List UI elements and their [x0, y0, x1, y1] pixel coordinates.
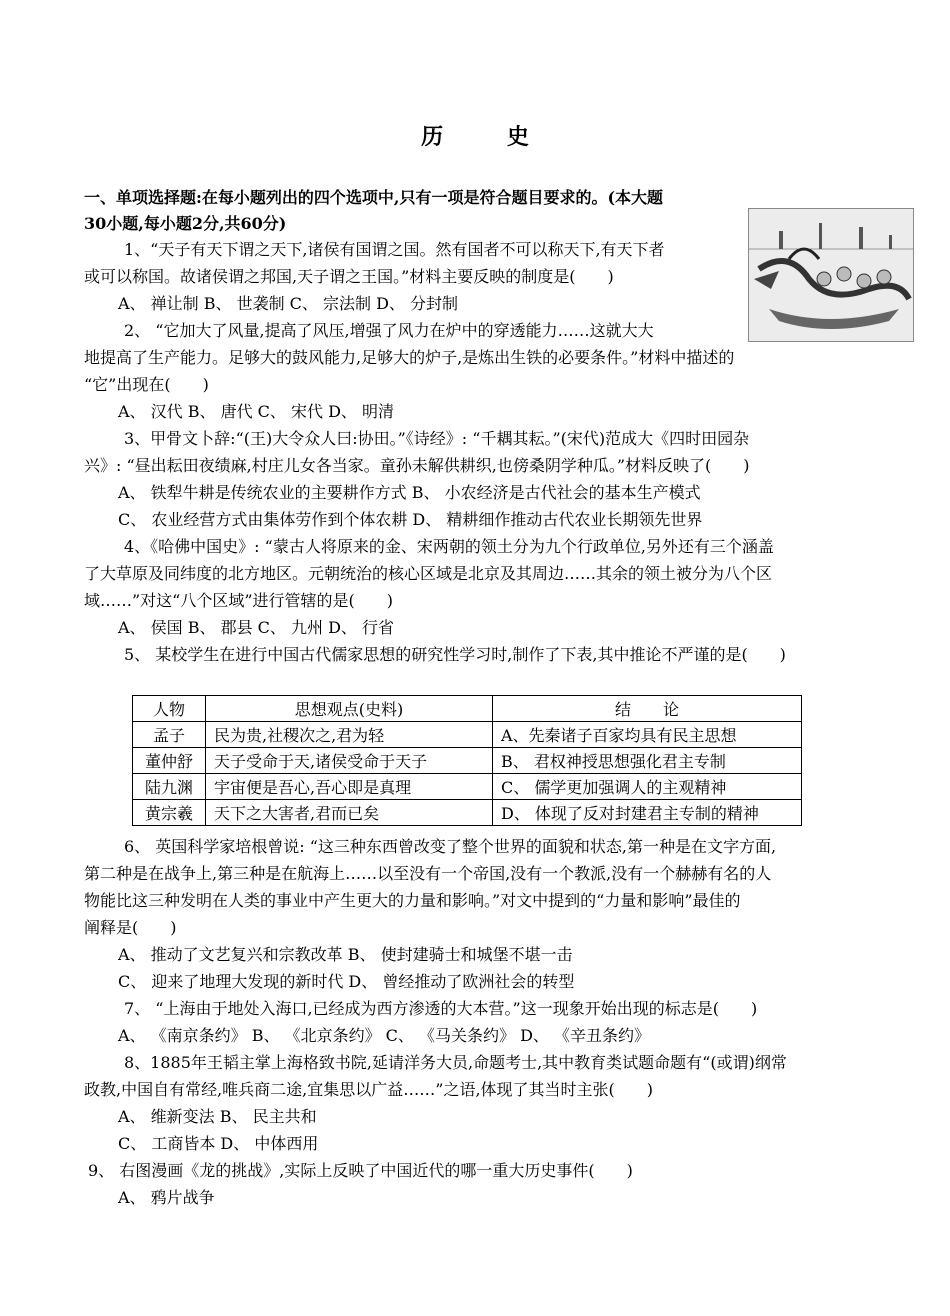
- page-title: 历 史: [421, 124, 557, 150]
- q2-line-2: 地提高了生产能力。足够大的鼓风能力,足够大的炉子,是炼出生铁的必要条件。”材料中描述的: [84, 348, 735, 367]
- table-cell: 宇宙便是吾心,吾心即是真理: [206, 774, 493, 800]
- q2-options: A、 汉代 B、 唐代 C、 宋代 D、 明清: [118, 402, 394, 421]
- table-row: [133, 722, 802, 748]
- q6-options-cd: C、 迎来了地理大发现的新时代 D、 曾经推动了欧洲社会的转型: [118, 972, 575, 991]
- table-cell: 黄宗羲: [133, 800, 206, 826]
- q4-line-1: 4、《哈佛中国史》: “蒙古人将原来的金、宋两朝的领土分为九个行政单位,另外还有三个涵盖: [124, 537, 774, 556]
- q8-options-ab: A、 维新变法 B、 民主共和: [118, 1107, 317, 1126]
- table-cell: 天子受命于天,诸侯受命于天子: [206, 748, 493, 774]
- q1-options: A、 禅让制 B、 世袭制 C、 宗法制 D、 分封制: [118, 294, 458, 313]
- q6-line-4: 阐释是( ): [84, 918, 177, 937]
- table-header-cell: 思想观点(史料): [206, 696, 493, 722]
- table-row: [133, 748, 802, 774]
- q5-table: [132, 695, 802, 826]
- table-cell: 天下之大害者,君而已矣: [206, 800, 493, 826]
- table-cell: 民为贵,社稷次之,君为轻: [206, 722, 493, 748]
- q4-options: A、 侯国 B、 郡县 C、 九州 D、 行省: [118, 618, 394, 637]
- q6-line-3: 物能比这三种发明在人类的事业中产生更大的力量和影响。”对文中提到的“力量和影响”最佳的: [84, 891, 741, 910]
- table-cell: 董仲舒: [133, 748, 206, 774]
- cartoon-image: [748, 208, 914, 342]
- q8-line-1: 8、1885年王韬主掌上海格致书院,延请洋务大员,命题考士,其中教育类试题命题有“(或谓)纲常: [124, 1053, 787, 1072]
- table-cell: 陆九渊: [133, 774, 206, 800]
- q9-line-1: 9、 右图漫画《龙的挑战》,实际上反映了中国近代的哪一重大历史事件( ): [88, 1161, 633, 1180]
- dragon-cartoon-illustration: [749, 209, 913, 341]
- table-cell: A、先秦诸子百家均具有民主思想: [493, 722, 802, 748]
- table-cell: D、 体现了反对封建君主专制的精神: [493, 800, 802, 826]
- q4-line-2: 了大草原及同纬度的北方地区。元朝统治的核心区域是北京及其周边……其余的领土被分为八个区: [84, 564, 773, 583]
- q1-line-2: 或可以称国。故诸侯谓之邦国,天子谓之王国。”材料主要反映的制度是( ): [84, 267, 614, 286]
- table-row: [133, 800, 802, 826]
- q8-options-cd: C、 工商皆本 D、 中体西用: [118, 1134, 319, 1153]
- q5-line-1: 5、 某校学生在进行中国古代儒家思想的研究性学习时,制作了下表,其中推论不严谨的是( ): [124, 645, 786, 664]
- q3-options-ab: A、 铁犁牛耕是传统农业的主要耕作方式 B、 小农经济是古代社会的基本生产模式: [118, 483, 701, 502]
- q6-line-1: 6、 英国科学家培根曾说: “这三种东西曾改变了整个世界的面貌和状态,第一种是在文字方面,: [124, 837, 777, 856]
- q2-line-1: 2、 “它加大了风量,提高了风压,增强了风力在炉中的穿透能力……这就大大: [124, 321, 654, 340]
- table-cell: B、 君权神授思想强化君主专制: [493, 748, 802, 774]
- table-header-row: [133, 696, 802, 722]
- q6-line-2: 第二种是在战争上,第三种是在航海上……以至没有一个帝国,没有一个教派,没有一个赫赫有名的人: [84, 864, 772, 883]
- section-header-line-1: 一、单项选择题:在每小题列出的四个选项中,只有一项是符合题目要求的。(本大题: [84, 188, 664, 207]
- table-cell: 孟子: [133, 722, 206, 748]
- q7-options: A、 《南京条约》 B、 《北京条约》 C、 《马关条约》 D、 《辛丑条约》: [118, 1026, 650, 1045]
- table-header-cell: 结 论: [493, 696, 802, 722]
- q3-options-cd: C、 农业经营方式由集体劳作到个体农耕 D、 精耕细作推动古代农业长期领先世界: [118, 510, 703, 529]
- q4-line-3: 域……”对这“八个区域”进行管辖的是( ): [84, 591, 394, 610]
- q3-line-1: 3、甲骨文卜辞:“(王)大令众人曰:协田。”《诗经》: “千耦其耘。”(宋代)范成大《四时田园杂: [124, 429, 750, 448]
- table-row: [133, 774, 802, 800]
- q7-line-1: 7、 “上海由于地处入海口,已经成为西方渗透的大本营。”这一现象开始出现的标志是( ): [124, 999, 758, 1018]
- q8-line-2: 政教,中国自有常经,唯兵商二途,宜集思以广益……”之语,体现了其当时主张( ): [84, 1080, 654, 1099]
- q6-options-ab: A、 推动了文艺复兴和宗教改革 B、 使封建骑士和城堡不堪一击: [118, 945, 573, 964]
- q3-line-2: 兴》: “昼出耘田夜绩麻,村庄儿女各当家。童孙未解供耕织,也傍桑阴学种瓜。”材料反映了( ): [84, 456, 750, 475]
- table-header-cell: 人物: [133, 696, 206, 722]
- q9-option-a: A、 鸦片战争: [118, 1188, 215, 1207]
- section-header-line-2: 30小题,每小题2分,共60分): [84, 214, 287, 233]
- table-cell: C、 儒学更加强调人的主观精神: [493, 774, 802, 800]
- q1-line-1: 1、“天子有天下谓之天下,诸侯有国谓之国。然有国者不可以称天下,有天下者: [124, 240, 665, 259]
- q2-line-3: “它”出现在( ): [84, 375, 209, 394]
